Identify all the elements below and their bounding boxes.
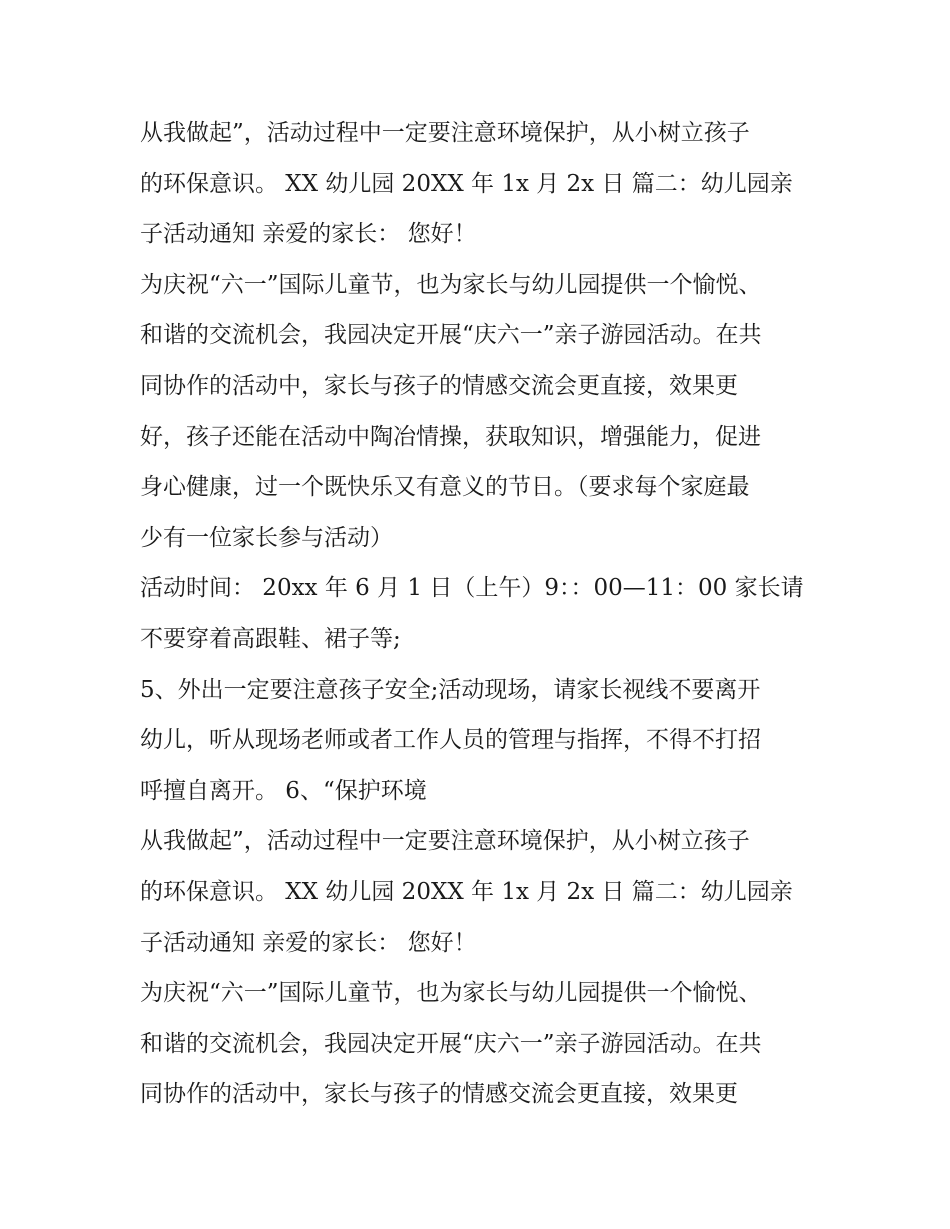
text-line: 身心健康，过一个既快乐又有意义的节日。（要求每个家庭最 [140,474,750,501]
text-line: 子活动通知 亲爱的家长： 您好！ [140,221,477,248]
text-line: 子活动通知 亲爱的家长： 您好！ [140,929,477,956]
text-line: 呼擅自离开。 6、“保护环境 [140,777,427,804]
document-body [140,108,820,1120]
text-line: 幼儿，听从现场老师或者工作人员的管理与指挥，不得不打招 [140,727,761,754]
text-line: 活动时间： 20xx 年 6 月 1 日（上午）9：：00—11：00 家长请 [140,575,804,602]
text-line: 不要穿着高跟鞋、裙子等; [140,625,401,652]
text-line: 5、外出一定要注意孩子安全;活动现场，请家长视线不要离开 [140,676,761,703]
text-line: 的环保意识。 XX 幼儿园 20XX 年 1x 月 2x 日 篇二：幼儿园亲 [140,170,793,197]
text-line: 的环保意识。 XX 幼儿园 20XX 年 1x 月 2x 日 篇二：幼儿园亲 [140,878,793,905]
text-line: 和谐的交流机会，我园决定开展“庆六一”亲子游园活动。在共 [140,322,762,349]
text-line: 少有一位家长参与活动） [140,524,393,551]
text-line: 从我做起”，活动过程中一定要注意环境保护，从小树立孩子 [140,120,750,146]
text-line: 好，孩子还能在活动中陶冶情操，获取知识，增强能力，促进 [140,423,761,450]
text-line: 同协作的活动中，家长与孩子的情感交流会更直接，效果更 [140,1081,738,1108]
text-line: 同协作的活动中，家长与孩子的情感交流会更直接，效果更 [140,372,738,399]
text-line: 从我做起”，活动过程中一定要注意环境保护，从小树立孩子 [140,828,750,855]
text-line: 为庆祝“六一”国际儿童节，也为家长与幼儿园提供一个愉悦、 [140,980,762,1007]
text-line: 为庆祝“六一”国际儿童节，也为家长与幼儿园提供一个愉悦、 [140,271,762,298]
text-line: 和谐的交流机会，我园决定开展“庆六一”亲子游园活动。在共 [140,1030,762,1057]
